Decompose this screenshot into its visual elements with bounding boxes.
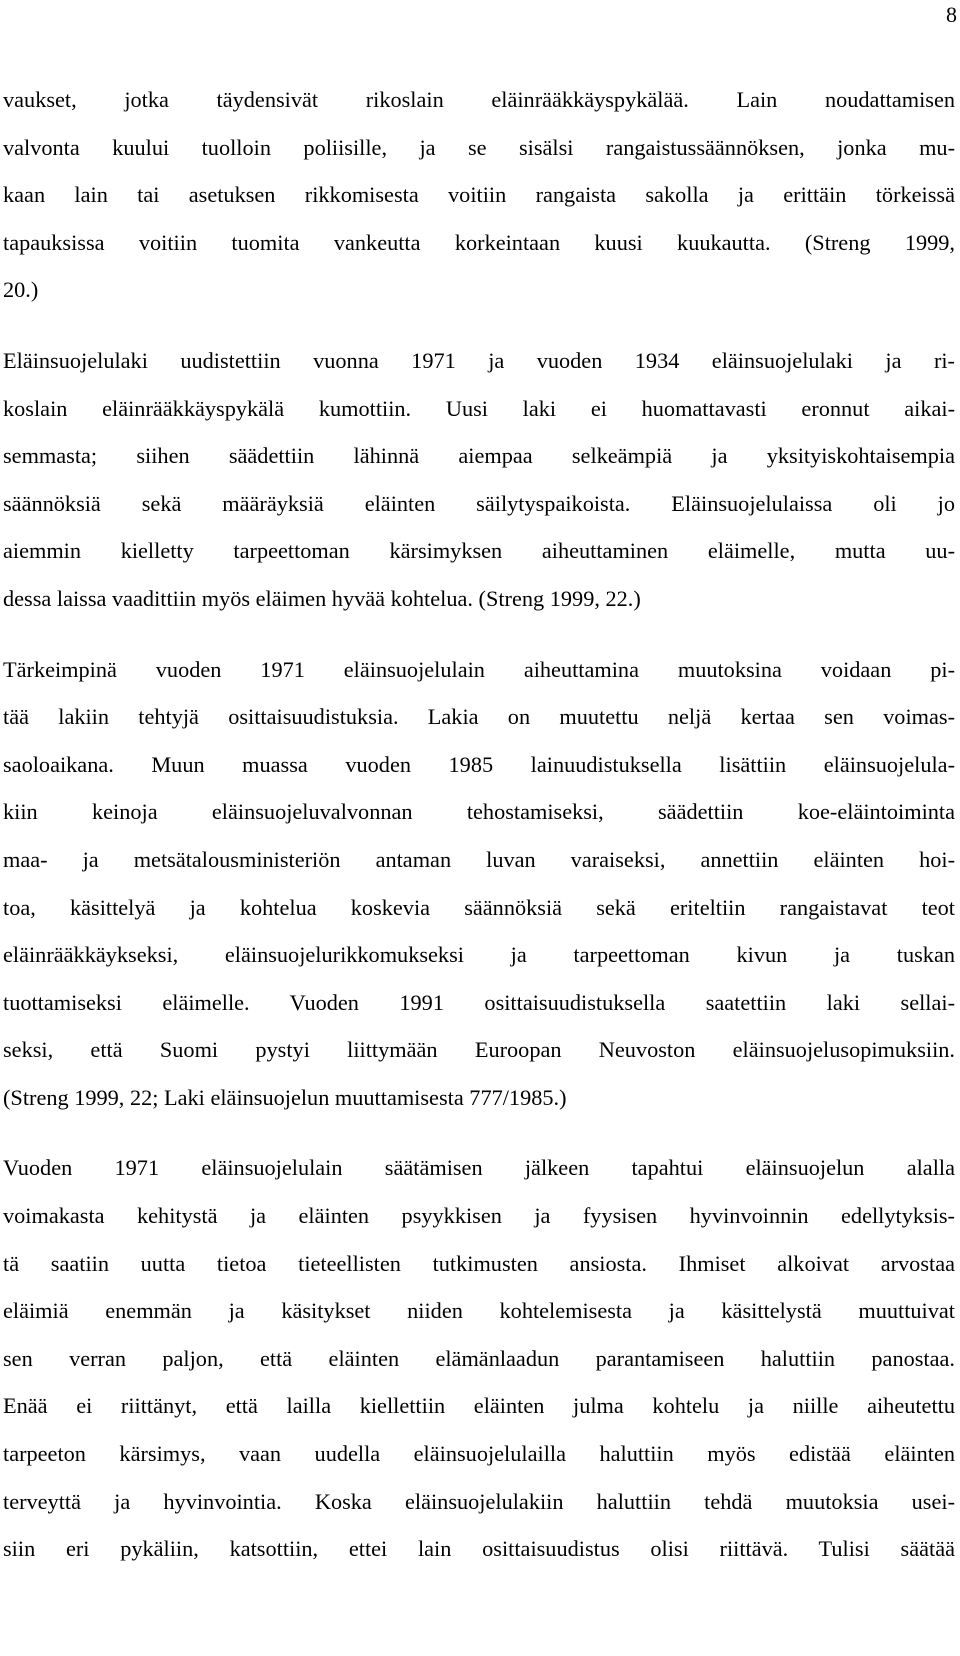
text-line: tarpeeton kärsimys, vaan uudella eläinsuojelulailla haluttiin myös edistää eläinten [3, 1441, 955, 1467]
text-line: dessa laissa vaadittiin myös eläimen hyvää kohtelua. (Streng 1999, 22.) [3, 585, 641, 611]
page-number: 8 [946, 2, 957, 27]
paragraph-1 [3, 76, 955, 314]
text-line: maa- ja metsätalousministeriön antaman luvan varaiseksi, annettiin eläinten hoi- [3, 846, 955, 872]
text-line: Enää ei riittänyt, että lailla kiellettiin eläinten julma kohtelu ja niille aiheutettu [3, 1393, 955, 1419]
text-line: terveyttä ja hyvinvointia. Koska eläinsuojelulakiin haluttiin tehdä muutoksia usei- [3, 1488, 955, 1514]
paragraph-2 [3, 337, 955, 623]
text-line: (Streng 1999, 22; Laki eläinsuojelun muuttamisesta 777/1985.) [3, 1084, 567, 1110]
text-line: seksi, että Suomi pystyi liittymään Euroopan Neuvoston eläinsuojelusopimuksiin. [3, 1037, 955, 1063]
text-line: semmasta; siihen säädettiin lähinnä aiempaa selkeämpiä ja yksityiskohtaisempia [3, 443, 955, 469]
text-line: tapauksissa voitiin tuomita vankeutta korkeintaan kuusi kuukautta. (Streng 1999, [3, 229, 955, 255]
text-line: aiemmin kielletty tarpeettoman kärsimyksen aiheuttaminen eläimelle, mutta uu- [3, 538, 955, 564]
text-line: siin eri pykäliin, katsottiin, ettei lain osittaisuudistus olisi riittävä. Tulisi säätää [3, 1536, 955, 1562]
text-line: tää lakiin tehtyjä osittaisuudistuksia. Lakia on muutettu neljä kertaa sen voimas- [3, 704, 955, 730]
text-line: eläimiä enemmän ja käsitykset niiden kohtelemisesta ja käsittelystä muuttuivat [3, 1298, 955, 1324]
text-line: eläinrääkkäykseksi, eläinsuojelurikkomukseksi ja tarpeettoman kivun ja tuskan [3, 942, 955, 968]
text-line: Vuoden 1971 eläinsuojelulain säätämisen jälkeen tapahtui eläinsuojelun alalla [3, 1155, 955, 1181]
text-line: sen verran paljon, että eläinten elämänlaadun parantamiseen haluttiin panostaa. [3, 1345, 955, 1371]
text-line: vaukset, jotka täydensivät rikoslain eläinrääkkäyspykälää. Lain noudattamisen [3, 87, 955, 112]
text-line: valvonta kuului tuolloin poliisille, ja se sisälsi rangaistussäännöksen, jonka mu- [3, 134, 955, 160]
text-line: Tärkeimpinä vuoden 1971 eläinsuojelulain aiheuttamina muutoksina voidaan pi- [3, 656, 955, 682]
text-line: kaan lain tai asetuksen rikkomisesta voitiin rangaista sakolla ja erittäin törkeissä [3, 182, 955, 208]
text-line: tä saatiin uutta tietoa tieteellisten tutkimusten ansiosta. Ihmiset alkoivat arvostaa [3, 1250, 955, 1276]
text-line: kiin keinoja eläinsuojeluvalvonnan tehostamiseksi, säädettiin koe-eläintoiminta [3, 799, 955, 825]
text-line: säännöksiä sekä määräyksiä eläinten säilytyspaikoista. Eläinsuojelulaissa oli jo [3, 490, 955, 516]
text-line: saoloaikana. Muun muassa vuoden 1985 lainuudistuksella lisättiin eläinsuojelula- [3, 751, 955, 777]
text-line: voimakasta kehitystä ja eläinten psyykkisen ja fyysisen hyvinvoinnin edellytyksis- [3, 1203, 955, 1229]
paragraph-4 [3, 1144, 955, 1572]
text-line: koslain eläinrääkkäyspykälä kumottiin. Uusi laki ei huomattavasti eronnut aikai- [3, 395, 955, 421]
paragraph-3 [3, 646, 955, 1122]
body-text [3, 76, 955, 1596]
text-line: tuottamiseksi eläimelle. Vuoden 1991 osittaisuudistuksella saatettiin laki sellai- [3, 989, 955, 1015]
text-line: Eläinsuojelulaki uudistettiin vuonna 1971 ja vuoden 1934 eläinsuojelulaki ja ri- [3, 347, 955, 373]
text-line: 20.) [3, 277, 39, 303]
text-line: toa, käsittelyä ja kohtelua koskevia säännöksiä sekä eriteltiin rangaistavat teot [3, 894, 955, 920]
